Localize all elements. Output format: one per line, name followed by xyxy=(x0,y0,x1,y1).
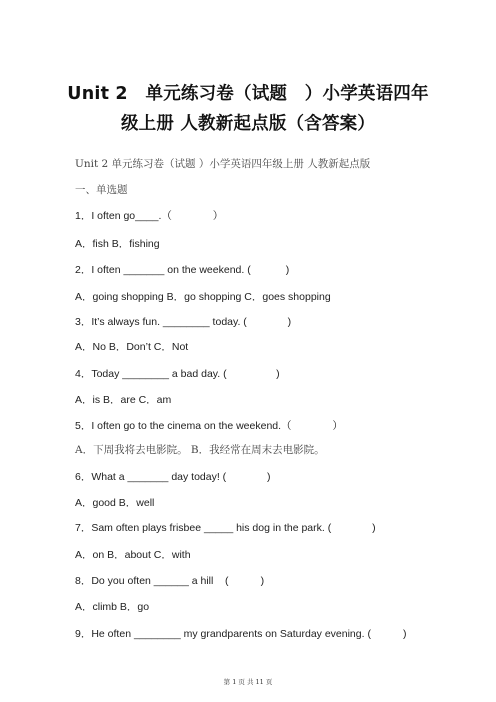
question-8-options: A．climb B．go xyxy=(75,601,150,613)
question-4-options: A．is B．are C．am xyxy=(75,394,172,406)
document-title-line-1: Unit 2 单元练习卷（试题 ）小学英语四年 xyxy=(67,84,429,104)
question-7: 7．Sam often plays frisbee _____ his dog in the park. ( ) xyxy=(75,522,376,534)
question-1-options: A．fish B．fishing xyxy=(75,238,160,250)
question-5-options: A．下周我将去电影院。 B．我经常在周末去电影院。 xyxy=(75,444,325,456)
question-5: 5．I often go to the cinema on the weekend.（ ） xyxy=(75,420,343,432)
page-footer: 第 1 页 共 11 页 xyxy=(223,678,273,686)
section-heading: 一、单选题 xyxy=(75,184,128,196)
question-4: 4．Today ________ a bad day. ( ) xyxy=(75,368,280,380)
question-6-options: A．good B．well xyxy=(75,497,155,509)
document-subtitle: Unit 2 单元练习卷（试题 ）小学英语四年级上册 人教新起点版 xyxy=(75,158,371,170)
question-3: 3．It’s always fun. ________ today. ( ) xyxy=(75,316,292,328)
question-3-options: A．No B．Don’t C．Not xyxy=(75,341,189,353)
question-2: 2．I often _______ on the weekend. ( ) xyxy=(75,264,290,276)
question-8: 8．Do you often ______ a hill ( ) xyxy=(75,575,265,587)
question-1: 1．I often go____.（ ） xyxy=(75,210,224,222)
question-9: 9．He often ________ my grandparents on Saturday evening. ( ) xyxy=(75,628,407,640)
question-7-options: A．on B．about C．with xyxy=(75,549,191,561)
document-title-line-2: 级上册 人教新起点版（含答案） xyxy=(120,114,376,134)
question-2-options: A．going shopping B．go shopping C．goes shopping xyxy=(75,291,331,303)
question-6: 6．What a _______ day today! ( ) xyxy=(75,471,271,483)
